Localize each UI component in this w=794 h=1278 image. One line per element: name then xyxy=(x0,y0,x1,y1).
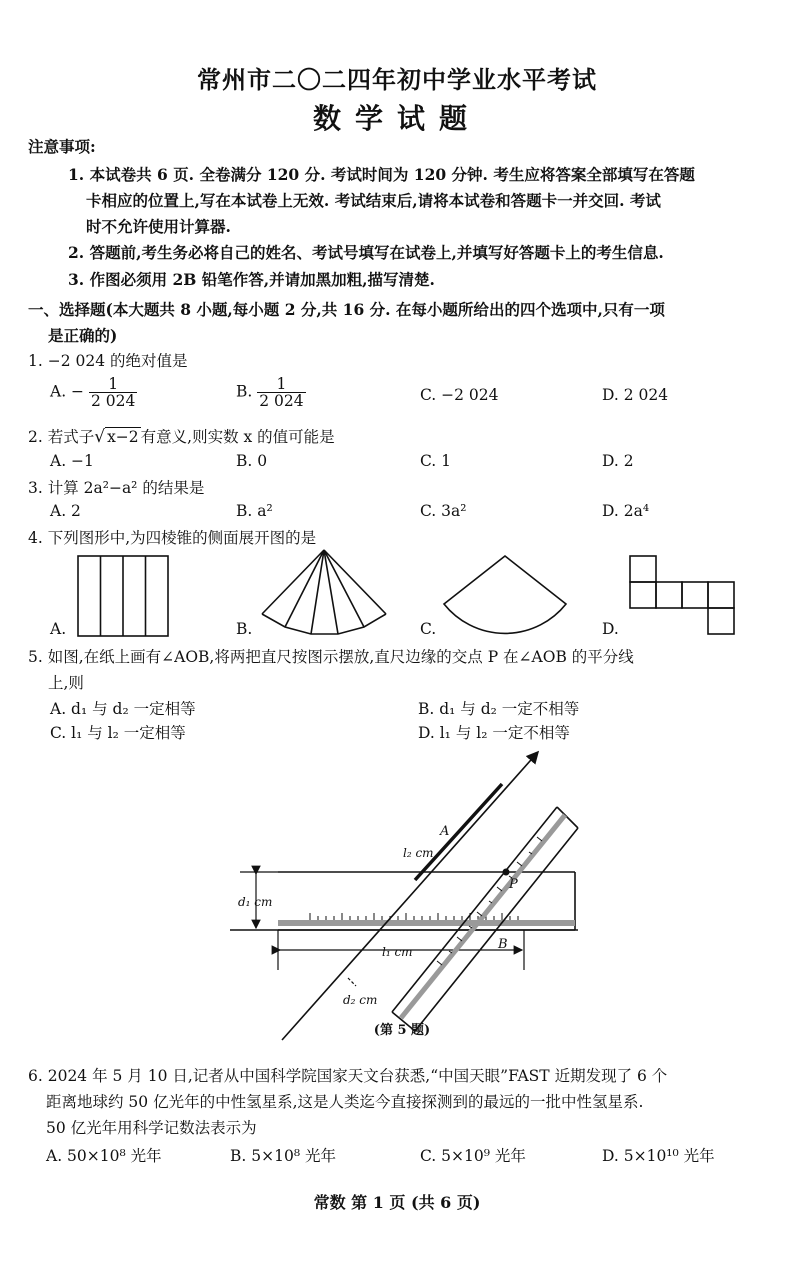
q4-option-a: A. xyxy=(50,620,67,638)
q6-option-c: C. 5×10⁹ 光年 xyxy=(420,1147,526,1165)
q4-figure-d xyxy=(630,556,734,634)
q1-option-c: C. −2 024 xyxy=(420,386,499,404)
q2-stem-pre: 2. 若式子 xyxy=(28,428,95,446)
q2-option-b: B. 0 xyxy=(236,452,268,470)
notice-item-1-line-1: 1. 本试卷共 6 页. 全卷满分 120 分. 考试时间为 120 分钟. 考生应将答案全部填写在答题 xyxy=(68,165,695,184)
q4-option-b: B. xyxy=(236,620,253,638)
q1-option-a-prefix: A. − xyxy=(50,382,85,401)
q4-figure-b xyxy=(262,550,386,634)
q3-option-c: C. 3a² xyxy=(420,502,467,520)
notice-item-1-line-3: 时不允许使用计算器. xyxy=(86,217,231,236)
page-footer: 常数 第 1 页 (共 6 页) xyxy=(313,1193,481,1212)
q3-option-b: B. a² xyxy=(236,502,273,520)
q6-stem-line-3: 50 亿光年用科学记数法表示为 xyxy=(46,1119,257,1137)
q5-figure xyxy=(230,750,580,1045)
q1-option-a-numerator: 1 xyxy=(89,376,137,393)
q1-option-b-fraction xyxy=(257,376,305,409)
q2-option-c: C. 1 xyxy=(420,452,452,470)
q2-radicand: x−2 xyxy=(107,428,139,446)
label-d1: d₁ cm xyxy=(238,895,273,909)
q5-stem-line-1: 5. 如图,在纸上画有∠AOB,将两把直尺按图示摆放,直尺边缘的交点 P 在∠AOB 的平分线 xyxy=(28,648,634,666)
notice-item-2: 2. 答题前,考生务必将自己的姓名、考试号填写在试卷上,并填写好答题卡上的考生信息. xyxy=(68,243,664,262)
q5-option-a: A. d₁ 与 d₂ 一定相等 xyxy=(50,700,196,718)
q5-option-c: C. l₁ 与 l₂ 一定相等 xyxy=(50,724,186,742)
label-l1: l₁ cm xyxy=(382,945,413,959)
q1-stem: 1. −2 024 的绝对值是 xyxy=(28,352,188,370)
q2-stem xyxy=(28,427,335,447)
exam-title: 常州市二〇二四年初中学业水平考试 xyxy=(197,65,597,94)
section-1-heading-line-2: 是正确的) xyxy=(48,326,118,345)
label-p: P xyxy=(509,877,518,892)
diagonal-ruler xyxy=(392,807,578,1031)
notice-item-3: 3. 作图必须用 2B 铅笔作答,并请加黑加粗,描写清楚. xyxy=(68,270,435,289)
q2-option-d: D. 2 xyxy=(602,452,634,470)
q1-option-b-prefix: B. xyxy=(236,382,253,401)
q4-stem: 4. 下列图形中,为四棱锥的侧面展开图的是 xyxy=(28,529,317,547)
q3-option-d: D. 2a⁴ xyxy=(602,502,650,520)
label-l2: l₂ cm xyxy=(403,846,434,860)
q2-option-a: A. −1 xyxy=(50,452,94,470)
horizontal-ruler xyxy=(278,872,575,930)
q5-stem-line-2: 上,则 xyxy=(48,674,84,692)
q6-option-b: B. 5×10⁸ 光年 xyxy=(230,1147,336,1165)
q2-stem-post: 有意义,则实数 x 的值可能是 xyxy=(140,428,335,446)
q6-option-a: A. 50×10⁸ 光年 xyxy=(46,1147,162,1165)
label-a: A xyxy=(440,824,450,839)
q1-option-a xyxy=(50,376,137,409)
q5-option-d: D. l₁ 与 l₂ 一定不相等 xyxy=(418,724,570,742)
q1-option-a-denominator: 2 024 xyxy=(90,392,136,410)
section-1-heading-line-1: 一、选择题(本大题共 8 小题,每小题 2 分,共 16 分. 在每小题所给出的四个选项中,只有一项 xyxy=(28,300,665,319)
q4-figure-a xyxy=(78,556,168,636)
notice-heading: 注意事项: xyxy=(28,137,96,156)
q4-figure-c xyxy=(444,556,566,633)
subject-title: 数学试题 xyxy=(312,102,481,135)
l2-dimension xyxy=(415,784,502,880)
point-p xyxy=(503,869,510,876)
q4-option-c: C. xyxy=(420,620,437,638)
q6-stem-line-1: 6. 2024 年 5 月 10 日,记者从中国科学院国家天文台获悉,“中国天眼”FAST 近期发现了 6 个 xyxy=(28,1067,668,1085)
q6-option-d: D. 5×10¹⁰ 光年 xyxy=(602,1147,715,1165)
q5-option-b: B. d₁ 与 d₂ 一定不相等 xyxy=(418,700,580,718)
q1-option-b xyxy=(236,376,306,409)
q1-option-b-numerator: 1 xyxy=(257,376,305,393)
q3-option-a: A. 2 xyxy=(50,502,81,520)
q1-option-a-fraction xyxy=(89,376,137,409)
q1-option-b-denominator: 2 024 xyxy=(259,392,304,410)
q1-option-d: D. 2 024 xyxy=(602,386,669,404)
d2-dimension xyxy=(348,978,356,986)
q3-stem: 3. 计算 2a²−a² 的结果是 xyxy=(28,479,205,497)
sqrt-icon: √ xyxy=(94,427,106,447)
label-b: B xyxy=(498,937,508,952)
q6-stem-line-2: 距离地球约 50 亿光年的中性氢星系,这是人类迄今直接探测到的最远的一批中性氢星系. xyxy=(46,1093,644,1111)
q4-option-d: D. xyxy=(602,620,619,638)
label-d2: d₂ cm xyxy=(343,993,378,1007)
notice-item-1-line-2: 卡相应的位置上,写在本试卷上无效. 考试结束后,请将本试卷和答题卡一并交回. 考试 xyxy=(86,191,661,210)
figure-caption: (第 5 题) xyxy=(373,1023,431,1038)
q4-figures xyxy=(0,548,794,643)
